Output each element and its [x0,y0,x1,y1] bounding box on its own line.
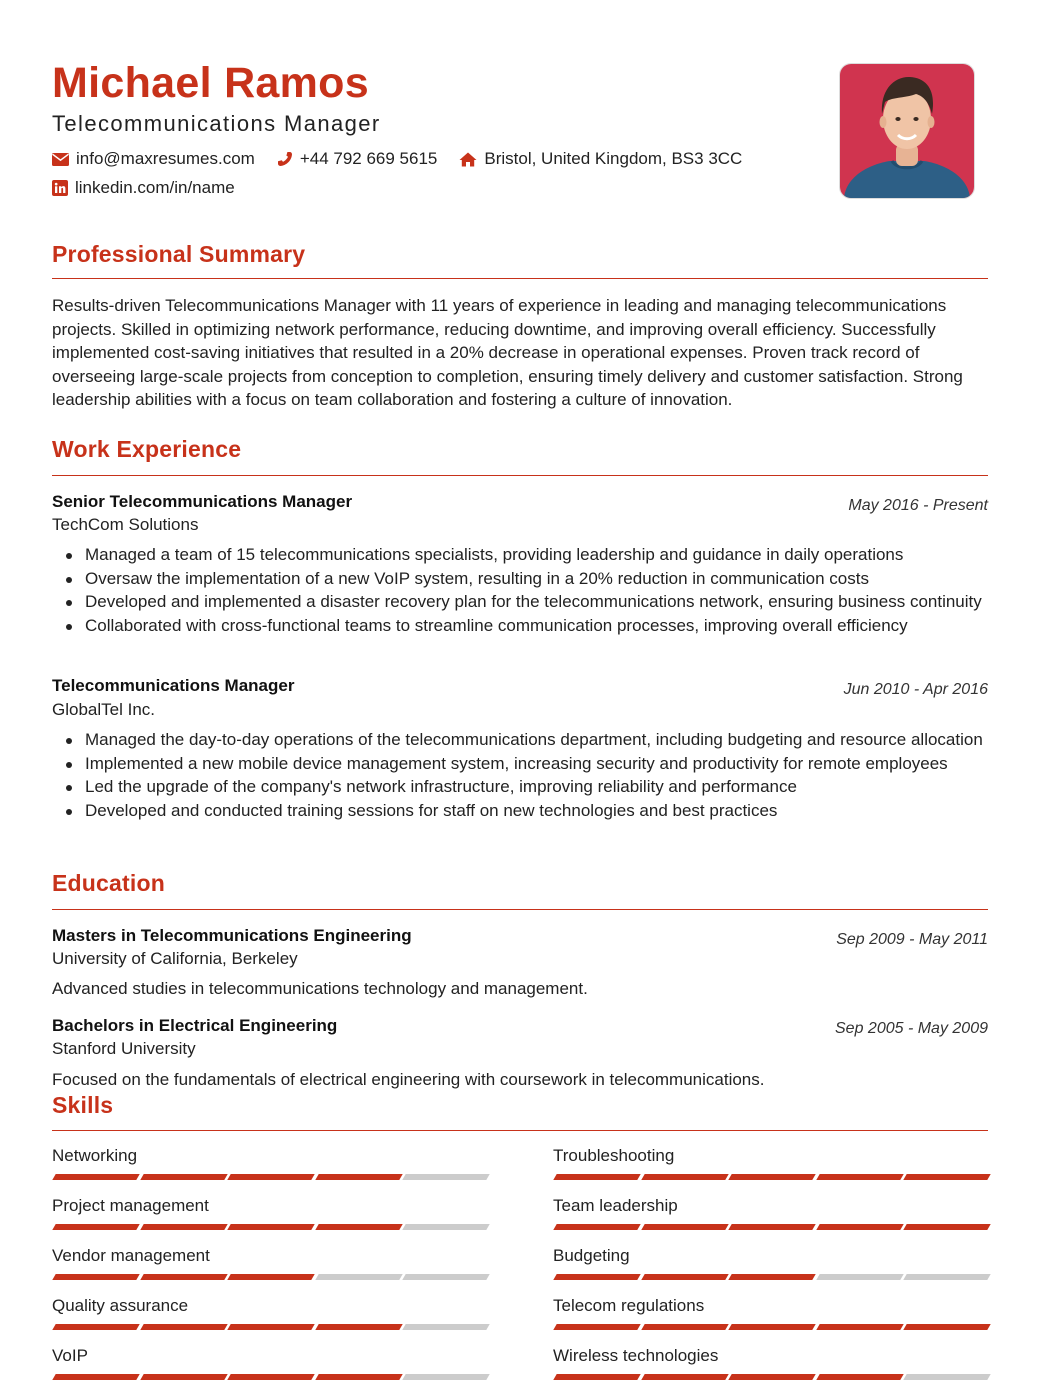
skill-item [52,1145,488,1167]
job-title: Telecommunications Manager [52,676,295,695]
rating-segment-filled [903,1174,990,1180]
rating-segment-empty [315,1274,402,1280]
rating-segment-filled [315,1224,402,1230]
rating-segment-filled [641,1174,728,1180]
skill-rating-bar [52,1224,488,1230]
skills-heading: Skills [52,1092,114,1118]
rating-segment-filled [315,1374,402,1380]
skill-item [52,1195,488,1217]
summary-text: Results-driven Telecommunications Manager with 11 years of experience in leading and managing telecommunications projects. Skilled in optimizing network performance, reducing downtime, and improving overall efficiency. Successfully implemented cost-saving initiatives that resulted in a 20% decrease in operational expenses. Proven track record of overseeing large-scale projects from conception to completion, ensuring timely delivery and customer satisfaction. Strong leadership abilities with a focus on team collaboration and fostering a culture of innovation. [52,296,963,409]
job-title: Senior Telecommunications Manager [52,492,353,511]
rating-segment-filled [52,1324,139,1330]
summary-divider [52,278,988,279]
resume-page [52,0,988,1372]
skill-rating-bar [553,1374,989,1380]
rating-segment-filled [315,1324,402,1330]
rating-segment-filled [553,1224,640,1230]
rating-segment-filled [903,1224,990,1230]
rating-segment-filled [641,1224,728,1230]
skill-item [52,1345,488,1367]
rating-segment-filled [52,1174,139,1180]
degree-description: Focused on the fundamentals of electrical engineering with coursework in telecommunications. [52,1070,765,1089]
skills-divider [52,1130,988,1131]
rating-segment-filled [641,1374,728,1380]
skill-rating-bar [52,1374,488,1380]
phone-icon [277,151,293,167]
school-name: Stanford University [52,1039,196,1058]
experience-divider [52,475,988,476]
school-name: University of California, Berkeley [52,949,298,968]
skill-rating-bar [52,1324,488,1330]
education-divider [52,909,988,910]
education-heading: Education [52,870,165,896]
rating-segment-filled [140,1224,227,1230]
skill-item [553,1195,989,1217]
skill-name: VoIP [52,1346,88,1365]
rating-segment-filled [52,1374,139,1380]
rating-segment-filled [553,1374,640,1380]
list-item: Oversaw the implementation of a new VoIP system, resulting in a 20% reduction in communication costs [85,567,988,591]
rating-segment-empty [402,1174,489,1180]
rating-segment-filled [140,1374,227,1380]
rating-segment-filled [52,1224,139,1230]
phone-text: +44 792 669 5615 [299,149,438,168]
rating-segment-filled [728,1174,815,1180]
list-item: Developed and conducted training sessions for staff on new technologies and best practices [85,799,988,823]
job-company: GlobalTel Inc. [52,700,155,719]
rating-segment-filled [816,1174,903,1180]
rating-segment-filled [553,1274,640,1280]
degree-title: Bachelors in Electrical Engineering [52,1016,338,1035]
rating-segment-filled [140,1274,227,1280]
rating-segment-filled [553,1324,640,1330]
degree-title: Masters in Telecommunications Engineering [52,926,412,945]
rating-segment-filled [140,1174,227,1180]
rating-segment-filled [52,1274,139,1280]
rating-segment-filled [903,1324,990,1330]
skill-rating-bar [52,1274,488,1280]
rating-segment-empty [402,1324,489,1330]
skill-name: Networking [52,1146,138,1165]
rating-segment-filled [140,1324,227,1330]
contact-email[interactable] [52,148,255,170]
list-item: Implemented a new mobile device management system, increasing security and productivity for remote employees [85,752,988,776]
contact-row-2 [52,177,257,199]
list-item: Developed and implemented a disaster recovery plan for the telecommunications network, ensuring business continuity [85,590,988,614]
degree-dates: Sep 2005 - May 2009 [835,1020,988,1037]
address-text: Bristol, United Kingdom, BS3 3CC [484,149,743,168]
skill-item [52,1295,488,1317]
linkedin-text: linkedin.com/in/name [75,178,235,197]
list-item: Managed a team of 15 telecommunications specialists, providing leadership and guidance in daily operations [85,543,988,567]
rating-segment-filled [728,1324,815,1330]
job-company: TechCom Solutions [52,515,199,534]
rating-segment-filled [227,1174,314,1180]
skill-name: Wireless technologies [553,1346,719,1365]
list-item: Led the upgrade of the company's network infrastructure, improving reliability and performance [85,775,988,799]
degree-dates: Sep 2009 - May 2011 [836,931,988,948]
skill-name: Quality assurance [52,1296,189,1315]
avatar [840,64,974,198]
profile-photo [839,63,975,199]
rating-segment-empty [402,1224,489,1230]
skill-rating-bar [553,1274,989,1280]
contact-linkedin[interactable] [52,177,235,199]
candidate-title: Telecommunications Manager [52,111,381,136]
rating-segment-filled [816,1374,903,1380]
rating-segment-filled [553,1174,640,1180]
rating-segment-filled [641,1274,728,1280]
rating-segment-filled [641,1324,728,1330]
skill-name: Project management [52,1196,209,1215]
candidate-name: Michael Ramos [52,59,369,107]
job-bullets [52,728,988,822]
skill-rating-bar [553,1224,989,1230]
rating-segment-filled [728,1374,815,1380]
rating-segment-filled [227,1374,314,1380]
envelope-icon [52,153,69,166]
contact-row [52,148,764,170]
skill-name: Troubleshooting [553,1146,675,1165]
email-text: info@maxresumes.com [76,149,255,168]
skill-item [553,1295,989,1317]
rating-segment-filled [728,1274,815,1280]
rating-segment-empty [903,1274,990,1280]
skill-rating-bar [52,1174,488,1180]
summary-heading: Professional Summary [52,241,306,267]
rating-segment-filled [227,1324,314,1330]
skill-item [553,1245,989,1267]
skill-rating-bar [553,1174,989,1180]
list-item: Collaborated with cross-functional teams to streamline communication processes, improving overall efficiency [85,614,988,638]
rating-segment-filled [816,1224,903,1230]
rating-segment-filled [728,1224,815,1230]
home-icon [459,152,477,167]
rating-segment-empty [402,1374,489,1380]
rating-segment-empty [816,1274,903,1280]
list-item: Managed the day-to-day operations of the telecommunications department, including budgeting and resource allocation [85,728,988,752]
skill-item [553,1345,989,1367]
rating-segment-filled [227,1224,314,1230]
contact-phone[interactable] [277,148,438,170]
rating-segment-empty [402,1274,489,1280]
skill-name: Vendor management [52,1246,210,1265]
rating-segment-filled [227,1274,314,1280]
experience-heading: Work Experience [52,436,242,462]
skill-item [553,1145,989,1167]
rating-segment-empty [903,1374,990,1380]
rating-segment-filled [315,1174,402,1180]
job-bullets [52,543,988,637]
rating-segment-filled [816,1324,903,1330]
linkedin-icon [52,180,68,196]
skill-name: Budgeting [553,1246,630,1265]
job-dates: Jun 2010 - Apr 2016 [843,681,988,698]
skill-item [52,1245,488,1267]
contact-address [459,148,742,170]
skill-name: Team leadership [553,1196,678,1215]
skill-name: Telecom regulations [553,1296,705,1315]
job-dates: May 2016 - Present [848,497,988,514]
skill-rating-bar [553,1324,989,1330]
degree-description: Advanced studies in telecommunications technology and management. [52,979,588,998]
